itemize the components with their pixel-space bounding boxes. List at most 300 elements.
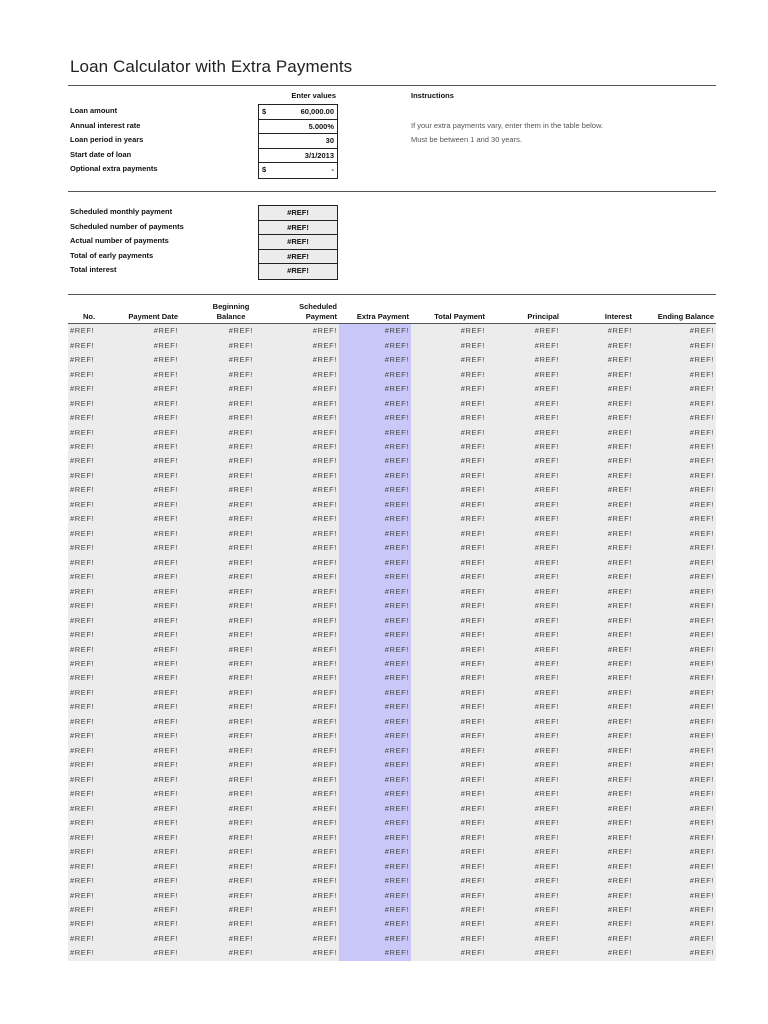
extra-payments-label: Optional extra payments — [70, 164, 158, 173]
amortization-schedule — [68, 295, 716, 961]
table-cell: #REF! — [561, 773, 634, 787]
table-cell: #REF! — [110, 917, 180, 931]
table-cell[interactable]: #REF! — [339, 324, 411, 339]
table-cell: #REF! — [255, 613, 339, 627]
table-cell: #REF! — [110, 874, 180, 888]
table-cell: #REF! — [255, 657, 339, 671]
table-cell: #REF! — [561, 715, 634, 729]
table-cell: #REF! — [110, 859, 180, 873]
col-header-principal: Principal — [487, 295, 561, 324]
table-cell: #REF! — [634, 584, 716, 598]
table-cell: #REF! — [180, 773, 255, 787]
table-cell: #REF! — [411, 367, 487, 381]
table-cell: #REF! — [634, 946, 716, 960]
table-cell: #REF! — [180, 715, 255, 729]
table-cell: #REF! — [255, 353, 339, 367]
table-row — [68, 338, 716, 352]
table-cell: #REF! — [255, 396, 339, 410]
table-cell[interactable]: #REF! — [339, 440, 411, 454]
table-cell[interactable]: #REF! — [339, 729, 411, 743]
table-cell[interactable]: #REF! — [339, 845, 411, 859]
table-cell[interactable]: #REF! — [339, 613, 411, 627]
table-cell: #REF! — [487, 613, 561, 627]
table-cell: #REF! — [255, 599, 339, 613]
table-cell: #REF! — [110, 483, 180, 497]
table-cell: #REF! — [487, 874, 561, 888]
table-cell: #REF! — [180, 801, 255, 815]
table-cell[interactable]: #REF! — [339, 744, 411, 758]
table-cell: #REF! — [487, 816, 561, 830]
table-cell: #REF! — [68, 801, 110, 815]
table-cell: #REF! — [68, 903, 110, 917]
table-cell: #REF! — [561, 483, 634, 497]
table-cell[interactable]: #REF! — [339, 338, 411, 352]
scheduled-count-value: #REF! — [259, 221, 337, 236]
table-cell: #REF! — [110, 801, 180, 815]
table-cell[interactable]: #REF! — [339, 527, 411, 541]
table-cell: #REF! — [180, 671, 255, 685]
table-cell: #REF! — [255, 946, 339, 960]
table-cell: #REF! — [634, 729, 716, 743]
table-cell: #REF! — [110, 946, 180, 960]
table-cell: #REF! — [180, 483, 255, 497]
table-cell: #REF! — [68, 628, 110, 642]
table-cell: #REF! — [561, 729, 634, 743]
early-payments-label: Total of early payments — [70, 250, 154, 260]
table-cell: #REF! — [255, 324, 339, 339]
monthly-payment-value: #REF! — [259, 206, 337, 221]
actual-count-value: #REF! — [259, 235, 337, 250]
table-row — [68, 628, 716, 642]
table-cell: #REF! — [110, 715, 180, 729]
table-cell: #REF! — [561, 454, 634, 468]
total-interest-value: #REF! — [287, 266, 309, 275]
table-cell: #REF! — [68, 584, 110, 598]
table-cell[interactable]: #REF! — [339, 830, 411, 844]
table-cell[interactable]: #REF! — [339, 556, 411, 570]
table-cell: #REF! — [180, 556, 255, 570]
table-cell: #REF! — [255, 541, 339, 555]
table-cell: #REF! — [634, 758, 716, 772]
table-cell: #REF! — [255, 367, 339, 381]
loan-amount-field[interactable] — [259, 105, 337, 120]
table-cell: #REF! — [110, 396, 180, 410]
table-cell: #REF! — [180, 787, 255, 801]
table-cell[interactable]: #REF! — [339, 498, 411, 512]
table-cell: #REF! — [110, 686, 180, 700]
table-cell[interactable]: #REF! — [339, 642, 411, 656]
table-cell[interactable]: #REF! — [339, 874, 411, 888]
table-row — [68, 657, 716, 671]
table-cell: #REF! — [180, 932, 255, 946]
table-cell: #REF! — [180, 527, 255, 541]
table-cell: #REF! — [411, 715, 487, 729]
table-cell: #REF! — [411, 382, 487, 396]
table-cell: #REF! — [110, 425, 180, 439]
table-cell: #REF! — [487, 367, 561, 381]
table-cell: #REF! — [411, 324, 487, 339]
currency-symbol: $ — [262, 165, 267, 174]
summary-labels — [70, 205, 250, 278]
table-cell: #REF! — [180, 888, 255, 902]
table-cell: #REF! — [110, 932, 180, 946]
table-row — [68, 324, 716, 339]
enter-values-header: Enter values — [291, 91, 336, 100]
table-cell: #REF! — [255, 556, 339, 570]
table-cell: #REF! — [561, 613, 634, 627]
table-cell: #REF! — [487, 541, 561, 555]
table-cell[interactable]: #REF! — [339, 946, 411, 960]
table-cell: #REF! — [255, 628, 339, 642]
table-cell: #REF! — [255, 830, 339, 844]
table-cell: #REF! — [561, 642, 634, 656]
table-cell: #REF! — [561, 874, 634, 888]
table-cell: #REF! — [487, 932, 561, 946]
table-cell: #REF! — [561, 396, 634, 410]
table-cell[interactable]: #REF! — [339, 859, 411, 873]
table-cell[interactable]: #REF! — [339, 396, 411, 410]
table-cell: #REF! — [561, 946, 634, 960]
table-cell: #REF! — [561, 440, 634, 454]
table-cell[interactable]: #REF! — [339, 512, 411, 526]
table-cell: #REF! — [634, 541, 716, 555]
table-cell: #REF! — [487, 903, 561, 917]
table-cell: #REF! — [634, 599, 716, 613]
table-cell[interactable]: #REF! — [339, 715, 411, 729]
extra-payments-value: - — [331, 165, 334, 174]
table-row — [68, 599, 716, 613]
monthly-payment-label: Scheduled monthly payment — [70, 207, 173, 216]
table-cell: #REF! — [68, 830, 110, 844]
table-cell: #REF! — [561, 700, 634, 714]
table-cell: #REF! — [487, 787, 561, 801]
table-cell[interactable]: #REF! — [339, 932, 411, 946]
instructions-text-2 — [411, 119, 603, 134]
table-cell: #REF! — [634, 382, 716, 396]
table-cell[interactable]: #REF! — [339, 367, 411, 381]
table-cell[interactable]: #REF! — [339, 758, 411, 772]
table-cell: #REF! — [411, 671, 487, 685]
table-cell: #REF! — [561, 425, 634, 439]
table-cell: #REF! — [255, 686, 339, 700]
table-cell: #REF! — [255, 917, 339, 931]
table-cell: #REF! — [110, 599, 180, 613]
table-cell[interactable]: #REF! — [339, 454, 411, 468]
table-cell: #REF! — [180, 570, 255, 584]
table-row — [68, 773, 716, 787]
table-cell: #REF! — [110, 469, 180, 483]
table-cell[interactable]: #REF! — [339, 700, 411, 714]
table-cell[interactable]: #REF! — [339, 425, 411, 439]
table-cell[interactable]: #REF! — [339, 903, 411, 917]
loan-period-field[interactable] — [259, 134, 337, 149]
table-row — [68, 715, 716, 729]
table-cell[interactable]: #REF! — [339, 599, 411, 613]
table-row — [68, 353, 716, 367]
table-row — [68, 498, 716, 512]
table-cell: #REF! — [180, 729, 255, 743]
table-cell: #REF! — [255, 671, 339, 685]
early-payments-value: #REF! — [259, 250, 337, 265]
table-cell: #REF! — [561, 411, 634, 425]
table-cell: #REF! — [255, 483, 339, 497]
table-cell: #REF! — [411, 454, 487, 468]
table-cell: #REF! — [255, 816, 339, 830]
table-row — [68, 932, 716, 946]
table-row — [68, 888, 716, 902]
table-row — [68, 512, 716, 526]
table-cell: #REF! — [487, 671, 561, 685]
table-cell: #REF! — [68, 946, 110, 960]
table-cell[interactable]: #REF! — [339, 657, 411, 671]
table-cell[interactable]: #REF! — [339, 382, 411, 396]
table-cell: #REF! — [411, 888, 487, 902]
table-cell: #REF! — [634, 512, 716, 526]
table-row — [68, 382, 716, 396]
table-cell: #REF! — [255, 787, 339, 801]
table-cell: #REF! — [68, 556, 110, 570]
table-cell: #REF! — [487, 715, 561, 729]
table-cell: #REF! — [110, 382, 180, 396]
col-header-interest: Interest — [561, 295, 634, 324]
table-cell: #REF! — [634, 367, 716, 381]
table-cell[interactable]: #REF! — [339, 628, 411, 642]
table-cell: #REF! — [68, 787, 110, 801]
table-cell: #REF! — [561, 367, 634, 381]
table-cell: #REF! — [180, 686, 255, 700]
currency-symbol: $ — [262, 107, 267, 116]
table-cell: #REF! — [68, 859, 110, 873]
table-cell: #REF! — [68, 411, 110, 425]
table-cell: #REF! — [487, 830, 561, 844]
table-cell: #REF! — [487, 744, 561, 758]
table-cell: #REF! — [180, 454, 255, 468]
table-cell: #REF! — [68, 469, 110, 483]
table-cell: #REF! — [255, 498, 339, 512]
table-cell: #REF! — [487, 483, 561, 497]
table-cell: #REF! — [411, 700, 487, 714]
table-cell: #REF! — [634, 845, 716, 859]
table-cell: #REF! — [634, 425, 716, 439]
table-cell: #REF! — [561, 903, 634, 917]
table-cell[interactable]: #REF! — [339, 411, 411, 425]
table-cell: #REF! — [110, 700, 180, 714]
table-cell: #REF! — [411, 946, 487, 960]
table-cell: #REF! — [180, 498, 255, 512]
table-cell[interactable]: #REF! — [339, 888, 411, 902]
table-cell: #REF! — [180, 382, 255, 396]
table-cell: #REF! — [68, 541, 110, 555]
table-cell[interactable]: #REF! — [339, 686, 411, 700]
table-cell: #REF! — [634, 527, 716, 541]
table-cell: #REF! — [68, 932, 110, 946]
table-cell: #REF! — [110, 787, 180, 801]
table-cell: #REF! — [110, 657, 180, 671]
table-row — [68, 556, 716, 570]
table-cell: #REF! — [68, 700, 110, 714]
table-cell: #REF! — [634, 830, 716, 844]
col-header-scheduled-payment — [255, 295, 339, 324]
table-cell: #REF! — [110, 541, 180, 555]
input-values-box — [258, 104, 338, 179]
table-row — [68, 744, 716, 758]
table-cell: #REF! — [180, 700, 255, 714]
table-cell: #REF! — [68, 367, 110, 381]
table-cell: #REF! — [634, 903, 716, 917]
table-cell[interactable]: #REF! — [339, 917, 411, 931]
table-cell: #REF! — [180, 917, 255, 931]
table-cell: #REF! — [255, 469, 339, 483]
table-cell: #REF! — [634, 888, 716, 902]
table-cell[interactable]: #REF! — [339, 570, 411, 584]
table-cell[interactable]: #REF! — [339, 773, 411, 787]
table-row — [68, 729, 716, 743]
table-cell: #REF! — [110, 570, 180, 584]
table-cell: #REF! — [561, 830, 634, 844]
table-cell: #REF! — [561, 556, 634, 570]
table-cell: #REF! — [180, 830, 255, 844]
table-cell: #REF! — [411, 845, 487, 859]
table-row — [68, 700, 716, 714]
table-row — [68, 859, 716, 873]
table-cell: #REF! — [110, 671, 180, 685]
table-cell: #REF! — [180, 512, 255, 526]
table-cell: #REF! — [487, 758, 561, 772]
table-cell: #REF! — [487, 628, 561, 642]
table-cell: #REF! — [487, 469, 561, 483]
table-row — [68, 469, 716, 483]
table-cell: #REF! — [110, 642, 180, 656]
table-row — [68, 671, 716, 685]
table-cell[interactable]: #REF! — [339, 541, 411, 555]
table-cell: #REF! — [487, 396, 561, 410]
title-rule — [68, 85, 716, 86]
table-cell: #REF! — [487, 512, 561, 526]
col-header-beginning-balance — [180, 295, 255, 324]
table-cell: #REF! — [110, 830, 180, 844]
table-cell: #REF! — [110, 744, 180, 758]
table-cell: #REF! — [255, 729, 339, 743]
table-cell: #REF! — [634, 411, 716, 425]
table-cell: #REF! — [180, 599, 255, 613]
table-cell: #REF! — [255, 903, 339, 917]
table-cell: #REF! — [411, 932, 487, 946]
instruction-line — [411, 162, 522, 177]
table-cell: #REF! — [68, 874, 110, 888]
table-cell: #REF! — [180, 874, 255, 888]
col-header-scheduled-payment-text: Scheduled Payment — [299, 302, 337, 321]
table-cell: #REF! — [487, 888, 561, 902]
table-cell: #REF! — [180, 657, 255, 671]
table-cell: #REF! — [180, 396, 255, 410]
table-cell: #REF! — [110, 628, 180, 642]
table-cell: #REF! — [634, 657, 716, 671]
table-cell: #REF! — [487, 454, 561, 468]
table-cell: #REF! — [561, 787, 634, 801]
table-cell: #REF! — [255, 700, 339, 714]
table-cell: #REF! — [487, 324, 561, 339]
table-cell: #REF! — [180, 946, 255, 960]
scheduled-count-label: Scheduled number of payments — [70, 221, 184, 231]
table-cell[interactable]: #REF! — [339, 469, 411, 483]
total-interest-label: Total interest — [70, 265, 117, 274]
table-cell: #REF! — [411, 541, 487, 555]
table-cell: #REF! — [561, 859, 634, 873]
table-cell: #REF! — [255, 845, 339, 859]
table-cell: #REF! — [634, 642, 716, 656]
table-cell: #REF! — [634, 570, 716, 584]
table-cell: #REF! — [68, 498, 110, 512]
table-cell: #REF! — [68, 773, 110, 787]
table-cell: #REF! — [180, 859, 255, 873]
table-row — [68, 917, 716, 931]
table-cell[interactable]: #REF! — [339, 353, 411, 367]
table-cell: #REF! — [411, 440, 487, 454]
loan-period-value: 30 — [325, 136, 334, 145]
table-cell: #REF! — [561, 816, 634, 830]
table-cell[interactable]: #REF! — [339, 816, 411, 830]
table-row — [68, 541, 716, 555]
table-cell: #REF! — [634, 324, 716, 339]
table-cell: #REF! — [68, 686, 110, 700]
instruction-line — [411, 148, 522, 163]
table-cell: #REF! — [110, 527, 180, 541]
table-cell: #REF! — [255, 454, 339, 468]
table-cell: #REF! — [411, 527, 487, 541]
extra-payments-field[interactable] — [259, 163, 337, 178]
loan-amount-label: Loan amount — [70, 106, 118, 115]
table-cell: #REF! — [110, 845, 180, 859]
table-cell: #REF! — [411, 512, 487, 526]
table-cell: #REF! — [255, 932, 339, 946]
start-date-field[interactable] — [259, 149, 337, 164]
table-cell: #REF! — [634, 498, 716, 512]
table-cell: #REF! — [180, 425, 255, 439]
table-cell: #REF! — [487, 729, 561, 743]
table-cell: #REF! — [68, 454, 110, 468]
table-cell: #REF! — [68, 512, 110, 526]
table-cell: #REF! — [411, 556, 487, 570]
table-row — [68, 642, 716, 656]
table-cell[interactable]: #REF! — [339, 671, 411, 685]
table-cell[interactable]: #REF! — [339, 801, 411, 815]
table-cell: #REF! — [110, 454, 180, 468]
table-cell[interactable]: #REF! — [339, 483, 411, 497]
table-cell: #REF! — [634, 469, 716, 483]
table-cell: #REF! — [180, 903, 255, 917]
table-cell: #REF! — [561, 758, 634, 772]
table-cell: #REF! — [110, 584, 180, 598]
table-cell[interactable]: #REF! — [339, 787, 411, 801]
table-cell: #REF! — [561, 382, 634, 396]
table-row — [68, 845, 716, 859]
table-cell: #REF! — [487, 570, 561, 584]
interest-rate-field[interactable] — [259, 120, 337, 135]
table-cell: #REF! — [411, 758, 487, 772]
table-row — [68, 613, 716, 627]
table-cell: #REF! — [411, 816, 487, 830]
table-cell: #REF! — [411, 628, 487, 642]
table-cell: #REF! — [634, 816, 716, 830]
table-cell: #REF! — [110, 903, 180, 917]
table-cell: #REF! — [411, 425, 487, 439]
table-cell: #REF! — [634, 440, 716, 454]
table-cell: #REF! — [634, 700, 716, 714]
table-cell: #REF! — [634, 715, 716, 729]
table-cell: #REF! — [634, 353, 716, 367]
table-cell[interactable]: #REF! — [339, 584, 411, 598]
table-cell: #REF! — [487, 686, 561, 700]
